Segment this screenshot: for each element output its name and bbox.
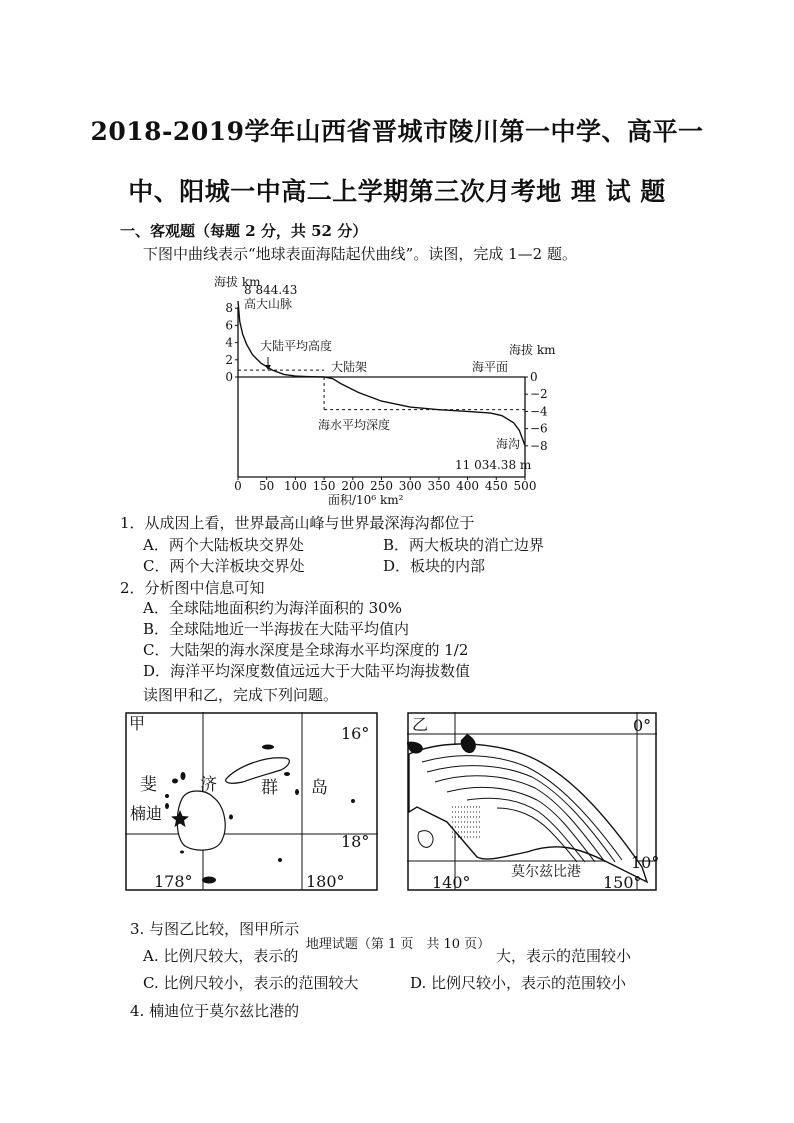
y-tick-label-right: 0 (530, 370, 538, 384)
islet (351, 799, 355, 803)
x-tick-label: 150 (312, 479, 336, 493)
sea-level-label: 海平面 (472, 360, 509, 374)
islet (165, 794, 169, 798)
q1-option-a[interactable]: A．两个大陆板块交界处 (143, 536, 304, 554)
peak-value: 8 844.43 (244, 283, 298, 297)
ocean-mean-label: 海水平均深度 (318, 418, 391, 432)
y-tick-label-left: 0 (225, 370, 233, 384)
hypsometric-chart (200, 272, 560, 512)
map-yi-lat-10: 10° (631, 853, 659, 872)
map-yi-lon-140: 140° (432, 873, 471, 892)
map-jia-name-3: 群 (261, 778, 278, 798)
x-tick-label: 350 (427, 479, 451, 493)
page-title-line-1: 2018-2019学年山西省晋城市陵川第一中学、高平一 (90, 117, 704, 146)
page-title-line-2: 中、阳城一中高二上学期第三次月考地 理 试 题 (128, 177, 666, 206)
map-jia-lat-18: 18° (341, 832, 370, 851)
q3-option-c[interactable]: C. 比例尺较小，表示的范围较大 (143, 974, 359, 992)
y-tick-label-left: 6 (225, 318, 233, 333)
x-tick-label: 250 (370, 479, 393, 493)
section-intro: 下图中曲线表示“地球表面海陆起伏曲线”。读图，完成 1—2 题。 (143, 245, 577, 263)
islet (295, 789, 299, 795)
x-tick-label: 400 (456, 479, 480, 493)
shelf-label: 大陆架 (331, 360, 368, 374)
map-yi-lat-0: 0° (633, 716, 652, 735)
map-jia-city: 楠迪 (130, 804, 163, 823)
q3-option-d[interactable]: D. 比例尺较小，表示的范围较小 (410, 974, 627, 992)
map-jia-lon-178: 178° (154, 872, 193, 891)
x-tick-label: 0 (234, 479, 242, 493)
section-heading: 一、客观题（每题 2 分，共 52 分） (120, 222, 368, 240)
page-footer: 地理试题（第 1 页 共 10 页） (303, 934, 493, 956)
q2-option-b[interactable]: B．全球陆地近一半海拔在大陆平均值内 (143, 620, 410, 638)
islet (284, 772, 290, 776)
q4-stem: 4. 楠迪位于莫尔兹比港的 (130, 1002, 300, 1020)
islet (229, 815, 233, 820)
map-jia-name-1: 斐 (140, 775, 157, 795)
y-tick-label-right: −6 (530, 421, 548, 436)
kadavu-island (202, 877, 216, 884)
q3-option-a[interactable]: A. 比例尺较大，表示的 (143, 947, 299, 965)
islet (180, 851, 184, 854)
islet (278, 858, 282, 862)
q3-stem: 3. 与图乙比较，图甲所示 (130, 920, 300, 938)
map-jia-name-2: 济 (200, 775, 217, 795)
y-tick-label-left: 2 (225, 352, 233, 367)
continent-mean-label: 大陆平均高度 (260, 339, 333, 353)
x-tick-label: 300 (398, 479, 422, 493)
x-tick-label: 100 (283, 479, 307, 493)
q2-stem: 2．分析图中信息可知 (120, 579, 265, 597)
x-tick-label: 200 (341, 479, 365, 493)
x-tick-label: 450 (484, 479, 508, 493)
map-jia-lon-180: 180° (306, 872, 345, 891)
q1-option-b[interactable]: B．两大板块的消亡边界 (383, 536, 545, 554)
x-tick-label: 50 (259, 479, 275, 493)
islet (165, 803, 169, 809)
y-tick-label-right: −2 (530, 387, 548, 402)
y-axis-label-left: 海拔 km (214, 275, 261, 289)
q1-option-d[interactable]: D．板块的内部 (383, 557, 486, 575)
islet (172, 779, 178, 784)
map-jia-frame (126, 713, 377, 890)
islet (181, 772, 186, 780)
y-tick-label-right: −4 (530, 404, 548, 419)
map-jia-label: 甲 (129, 714, 146, 733)
islet (262, 745, 274, 750)
y-tick-label-right: −8 (530, 438, 548, 453)
peak-name: 高大山脉 (244, 297, 293, 311)
q1-option-c[interactable]: C．两个大洋板块交界处 (143, 557, 305, 575)
q3-option-b-visible[interactable]: 大，表示的范围较小 (496, 947, 632, 965)
y-axis-label-right: 海拔 km (509, 343, 556, 357)
map-jia-lat-16: 16° (341, 724, 370, 743)
section2-intro: 读图甲和乙，完成下列问题。 (143, 686, 339, 704)
y-tick-label-left: 4 (225, 335, 233, 350)
y-tick-label-left: 8 (225, 301, 233, 316)
x-tick-label: 500 (513, 479, 537, 493)
map-yi (407, 712, 659, 894)
q1-stem: 1．从成因上看，世界最高山峰与世界最深海沟都位于 (120, 514, 475, 532)
map-jia (125, 712, 380, 894)
q2-option-c[interactable]: C．大陆架的海水深度是全球海水平均深度的 1/2 (143, 641, 469, 659)
map-yi-city: 莫尔兹比港 (511, 864, 581, 880)
trench-value: 11 034.38 m (455, 458, 532, 472)
map-yi-label: 乙 (412, 715, 429, 734)
map-yi-lon-150: 150° (603, 873, 642, 892)
trench-label: 海沟 (496, 437, 521, 451)
q2-option-a[interactable]: A．全球陆地面积约为海洋面积的 30% (143, 599, 402, 617)
map-jia-name-4: 岛 (311, 778, 328, 798)
x-axis-label: 面积/10⁶ km² (328, 493, 404, 507)
q2-option-d[interactable]: D．海洋平均深度数值远远大于大陆平均海拔数值 (143, 662, 471, 680)
